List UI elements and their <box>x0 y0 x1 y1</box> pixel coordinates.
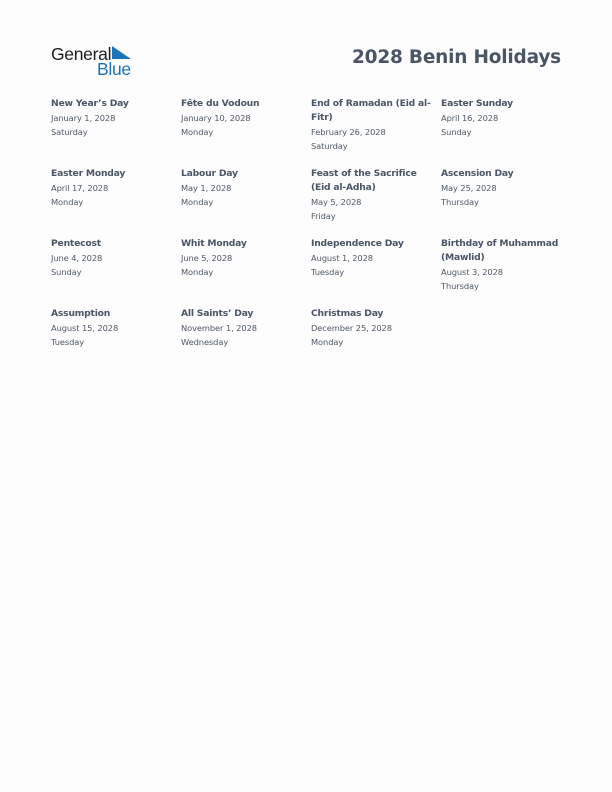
holiday-item <box>311 167 441 237</box>
holiday-weekday: Sunday <box>51 267 82 277</box>
holiday-name: Pentecost <box>51 238 101 249</box>
holiday-item <box>311 307 441 377</box>
holiday-weekday: Thursday <box>441 281 479 291</box>
holiday-date: November 1, 2028 <box>181 323 257 333</box>
holiday-name: Easter Sunday <box>441 98 513 109</box>
holiday-date: June 4, 2028 <box>51 253 103 263</box>
holiday-date: April 17, 2028 <box>51 183 109 193</box>
holiday-date: April 16, 2028 <box>441 113 499 123</box>
holiday-item <box>311 237 441 307</box>
holiday-item <box>51 307 181 377</box>
holiday-date: May 25, 2028 <box>441 183 497 193</box>
holiday-weekday: Saturday <box>51 127 88 137</box>
holiday-date: June 5, 2028 <box>181 253 233 263</box>
logo-text-blue: Blue <box>97 59 131 79</box>
holiday-item <box>181 307 311 377</box>
holiday-item <box>441 237 571 307</box>
holiday-name: All Saints’ Day <box>181 308 254 319</box>
holiday-item <box>181 167 311 237</box>
holiday-date: January 1, 2028 <box>51 113 116 123</box>
holiday-date: January 10, 2028 <box>181 113 251 123</box>
holiday-item <box>51 237 181 307</box>
holiday-weekday: Tuesday <box>311 267 345 277</box>
holiday-weekday: Monday <box>51 197 84 207</box>
holiday-date: August 15, 2028 <box>51 323 119 333</box>
holiday-weekday: Tuesday <box>51 337 85 347</box>
holiday-date: February 26, 2028 <box>311 127 386 137</box>
logo-text-general: General <box>51 44 112 64</box>
holiday-weekday: Monday <box>311 337 344 347</box>
holiday-name: Labour Day <box>181 168 238 179</box>
holiday-name: Christmas Day <box>311 308 384 319</box>
holiday-item <box>181 237 311 307</box>
holiday-grid <box>51 97 571 377</box>
holiday-weekday: Friday <box>311 211 336 221</box>
holiday-date: May 1, 2028 <box>181 183 232 193</box>
holiday-name: Ascension Day <box>441 168 514 179</box>
holiday-date: December 25, 2028 <box>311 323 392 333</box>
holiday-weekday: Thursday <box>441 197 479 207</box>
holiday-weekday: Wednesday <box>181 337 229 347</box>
holiday-name: Assumption <box>51 308 111 319</box>
holiday-name: Birthday of Muhammad (Mawlid) <box>441 238 559 263</box>
holiday-name: Feast of the Sacrifice (Eid al-Adha) <box>311 168 417 193</box>
holiday-name: Fête du Vodoun <box>181 98 260 109</box>
holiday-name: Independence Day <box>311 238 404 249</box>
holiday-item <box>51 97 181 167</box>
holiday-item <box>441 167 571 237</box>
holiday-name: End of Ramadan (Eid al-Fitr) <box>311 98 431 123</box>
holiday-item <box>311 97 441 167</box>
holiday-date: August 1, 2028 <box>311 253 373 263</box>
holiday-name: Whit Monday <box>181 238 247 249</box>
holiday-item <box>441 97 571 167</box>
holiday-weekday: Monday <box>181 267 214 277</box>
holiday-item <box>181 97 311 167</box>
logo-triangle-icon <box>112 46 131 59</box>
holiday-name: Easter Monday <box>51 168 126 179</box>
holiday-date: May 5, 2028 <box>311 197 362 207</box>
holiday-date: August 3, 2028 <box>441 267 503 277</box>
holiday-item <box>51 167 181 237</box>
holiday-weekday: Monday <box>181 127 214 137</box>
holiday-weekday: Monday <box>181 197 214 207</box>
page-title: 2028 Benin Holidays <box>351 47 561 68</box>
generalblue-logo <box>51 44 141 78</box>
holiday-name: New Year’s Day <box>51 98 129 109</box>
holiday-weekday: Saturday <box>311 141 348 151</box>
holiday-weekday: Sunday <box>441 127 472 137</box>
